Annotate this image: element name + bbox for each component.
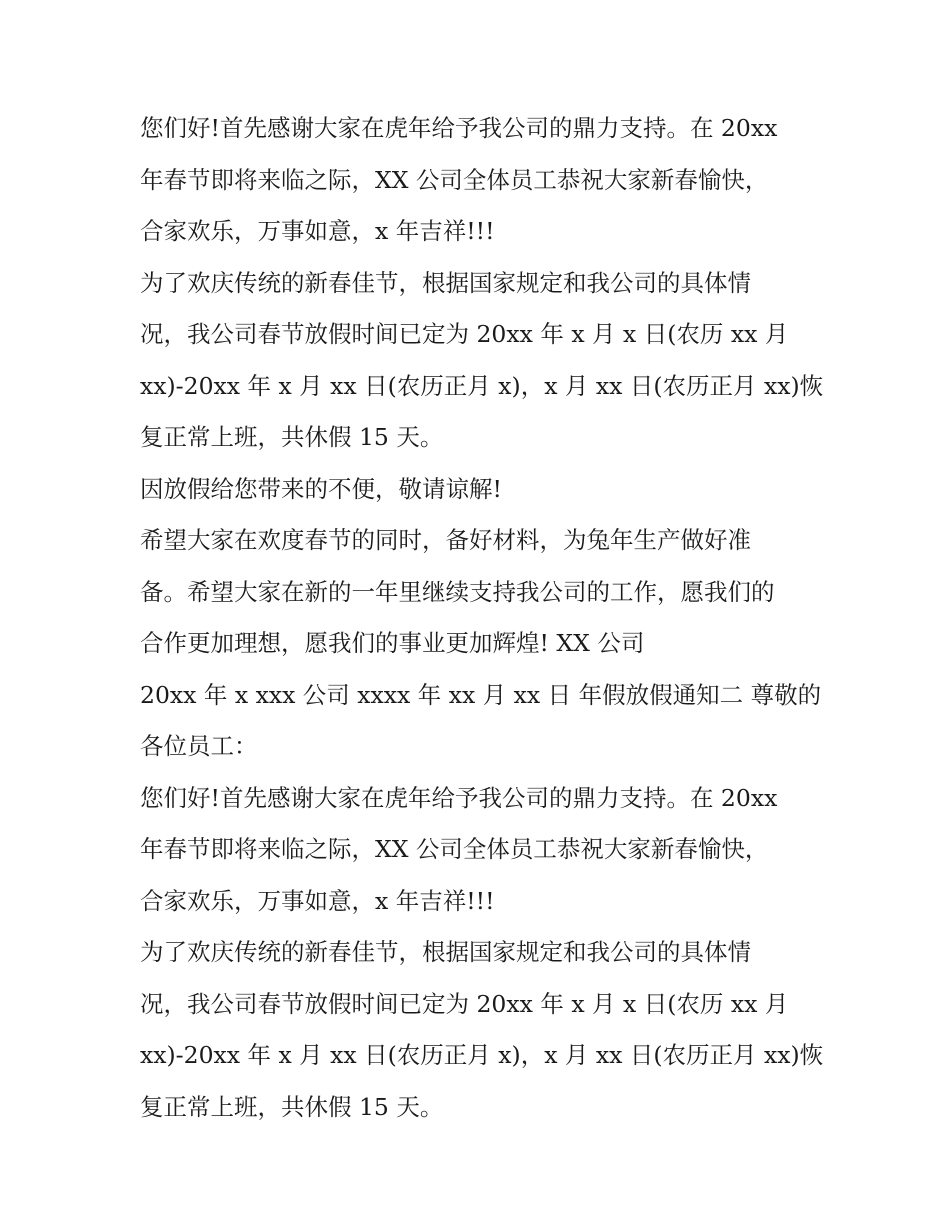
paragraph-holiday-schedule bbox=[140, 258, 824, 464]
text-line: 各位员工： bbox=[140, 732, 258, 760]
text-line: 合作更加理想，愿我们的事业更加辉煌! XX 公司 bbox=[140, 629, 645, 657]
text-line: xx)-20xx 年 x 月 xx 日(农历正月 x)，x 月 xx 日(农历正月 xx)恢 bbox=[140, 1041, 824, 1069]
paragraph-greeting-repeat bbox=[140, 773, 820, 928]
paragraph-holiday-schedule-repeat bbox=[140, 927, 824, 1133]
paragraph-notice-two-header bbox=[140, 670, 820, 773]
paragraph-greeting bbox=[140, 103, 820, 258]
text-line: 合家欢乐，万事如意，x 年吉祥!!! bbox=[140, 217, 495, 245]
text-line: 20xx 年 x xxx 公司 xxxx 年 xx 月 xx 日 年假放假通知二 尊敬的 bbox=[140, 680, 822, 709]
text-line: 复正常上班，共休假 15 天。 bbox=[140, 1092, 444, 1121]
text-line: xx)-20xx 年 x 月 xx 日(农历正月 x)，x 月 xx 日(农历正月 xx)恢 bbox=[140, 371, 824, 400]
text-line: 年春节即将来临之际，XX 公司全体员工恭祝大家新春愉快， bbox=[140, 835, 769, 863]
text-line: 希望大家在欢度春节的同时，备好材料，为兔年生产做好准 bbox=[140, 526, 751, 554]
text-line: 复正常上班，共休假 15 天。 bbox=[140, 423, 444, 451]
text-line: 为了欢庆传统的新春佳节，根据国家规定和我公司的具体情 bbox=[140, 268, 751, 297]
text-line: 您们好!首先感谢大家在虎年给予我公司的鼎力支持。在 20xx bbox=[140, 783, 778, 812]
text-line: 合家欢乐，万事如意，x 年吉祥!!! bbox=[140, 886, 495, 915]
text-line: 备。希望大家在新的一年里继续支持我公司的工作，愿我们的 bbox=[140, 577, 775, 606]
document-body bbox=[140, 103, 824, 1133]
text-line: 因放假给您带来的不便，敬请谅解! bbox=[140, 474, 502, 503]
text-line: 您们好!首先感谢大家在虎年给予我公司的鼎力支持。在 20xx bbox=[140, 114, 778, 142]
text-line: 况，我公司春节放假时间已定为 20xx 年 x 月 x 日(农历 xx 月 bbox=[140, 320, 789, 348]
paragraph-wishes bbox=[140, 515, 820, 670]
paragraph-apology bbox=[140, 464, 820, 516]
text-line: 为了欢庆传统的新春佳节，根据国家规定和我公司的具体情 bbox=[140, 938, 751, 966]
text-line: 况，我公司春节放假时间已定为 20xx 年 x 月 x 日(农历 xx 月 bbox=[140, 989, 789, 1018]
text-line: 年春节即将来临之际，XX 公司全体员工恭祝大家新春愉快， bbox=[140, 165, 769, 194]
